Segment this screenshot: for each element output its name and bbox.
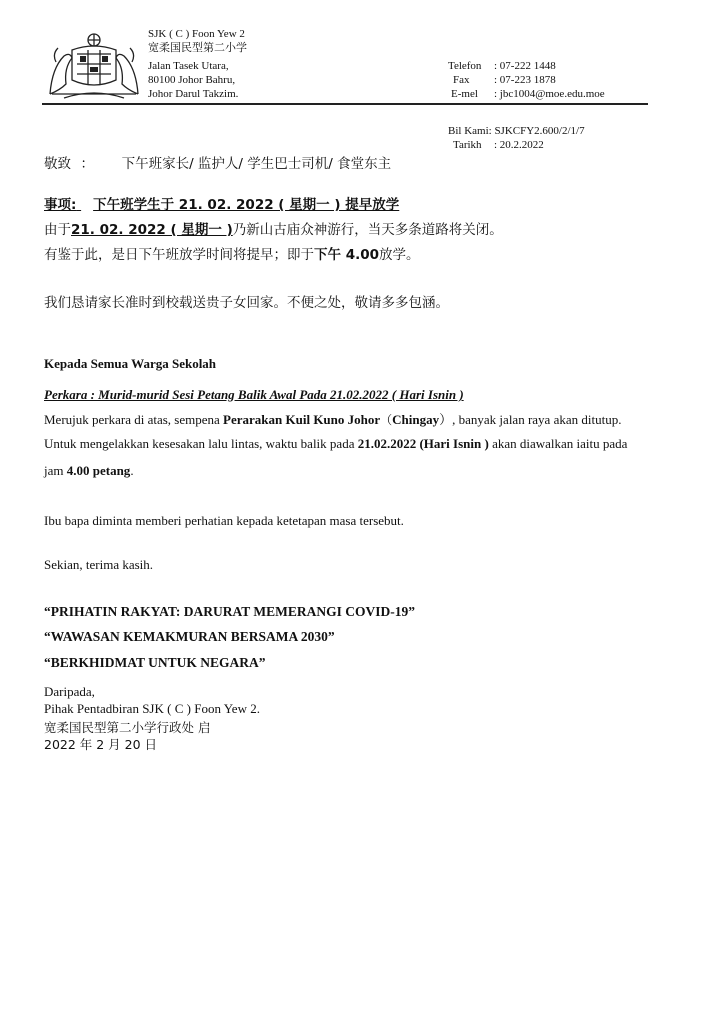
letterhead-divider	[42, 103, 648, 105]
telephone-value: : 07-222 1448	[494, 60, 556, 72]
signoff-from: Daripada,	[44, 684, 95, 699]
subject-text: 下午班学生于 21. 02. 2022 ( 星期一 ) 提早放学	[93, 197, 400, 213]
email-value: : jbc1004@moe.edu.moe	[494, 88, 605, 100]
malay-greeting: Kepada Semua Warga Sekolah	[44, 356, 217, 371]
date-label: Tarikh	[453, 139, 482, 151]
date-value: : 20.2.2022	[494, 139, 544, 151]
fax-label: Fax	[453, 74, 470, 86]
malay-l1-paren: （	[380, 413, 393, 427]
chinese-p1-post: 乃新山古庙众神游行，当天多条道路将关闭。	[232, 222, 503, 238]
malay-l2-pre: Untuk mengelakkan kesesakan lalu lintas, waktu balik pada	[44, 436, 358, 451]
malay-subject: Perkara : Murid-murid Sesi Petang Balik Awal Pada 21.02.2022 ( Hari Isnin )	[44, 387, 464, 402]
chinese-p2-time: 下午 4.00	[314, 247, 380, 263]
telephone-label: Telefon	[448, 60, 482, 72]
address-line-1: Jalan Tasek Utara,	[148, 60, 229, 72]
subject-label: 事项:	[44, 197, 77, 213]
school-name-chinese: 宽柔国民型第二小学	[148, 41, 247, 54]
signoff-admin-chinese: 宽柔国民型第二小学行政处 启	[44, 720, 211, 735]
malay-line-2	[44, 436, 627, 452]
motto-line-2: “WAWASAN KEMAKMURAN BERSAMA 2030”	[44, 629, 335, 644]
malay-paragraph-2: Ibu bapa diminta memberi perhatian kepada ketetapan masa tersebut.	[44, 513, 404, 528]
fax-value: : 07-223 1878	[494, 74, 556, 86]
malay-l1-post: ）, banyak jalan raya akan ditutup.	[439, 412, 622, 427]
chinese-p2-post: 放学。	[379, 247, 420, 263]
malay-l3-bold: 4.00 petang	[66, 463, 131, 478]
reference-number: Bil Kami: SJKCFY2.600/2/1/7	[448, 125, 585, 137]
malay-line-3	[44, 463, 134, 479]
malay-l1-pre: Merujuk perkara di atas, sempena	[44, 412, 224, 427]
subject-line	[44, 193, 399, 213]
chinese-p2-pre: 有鉴于此，是日下午班放学时间将提早；即于	[44, 247, 314, 263]
email-label: E-mel	[451, 88, 478, 100]
address-line-2: 80100 Johor Bahru,	[148, 74, 236, 86]
recipient-value: 下午班家长/ 监护人/ 学生巴士司机/ 食堂东主	[121, 156, 392, 172]
malay-l2-bold: 21.02.2022 (Hari Isnin )	[357, 436, 489, 451]
chinese-paragraph-2	[44, 243, 420, 263]
recipient-line	[44, 152, 391, 172]
chinese-p1-date: 21. 02. 2022 ( 星期一 )	[71, 222, 233, 238]
malay-line-1	[44, 409, 621, 428]
address-line-3: Johor Darul Takzim.	[148, 88, 239, 100]
recipient-colon: ：	[80, 156, 95, 172]
chinese-paragraph-3: 我们恳请家长准时到校载送贵子女回家。不便之处，敬请多多包涵。	[44, 295, 449, 311]
signoff-date: 2022 年 2 月 20 日	[44, 737, 158, 752]
signoff-admin: Pihak Pentadbiran SJK ( C ) Foon Yew 2.	[44, 701, 260, 716]
school-crest-logo	[42, 28, 146, 102]
chinese-paragraph-1	[44, 218, 503, 238]
motto-line-3: “BERKHIDMAT UNTUK NEGARA”	[44, 655, 266, 670]
malay-l2-post: akan diawalkan iaitu pada	[488, 436, 628, 451]
recipient-label: 敬致	[44, 156, 71, 172]
malay-l1-bold: Perarakan Kuil Kuno Johor	[223, 412, 381, 427]
motto-line-1: “PRIHATIN RAKYAT: DARURAT MEMERANGI COVID-19”	[44, 604, 416, 619]
malay-l3-pre: jam	[44, 463, 67, 478]
malay-l3-post: .	[130, 463, 134, 478]
school-name: SJK ( C ) Foon Yew 2	[148, 28, 245, 40]
malay-closing: Sekian, terima kasih.	[44, 557, 154, 572]
malay-l1-chingay: Chingay	[392, 412, 440, 427]
chinese-p1-pre: 由于	[44, 222, 71, 238]
